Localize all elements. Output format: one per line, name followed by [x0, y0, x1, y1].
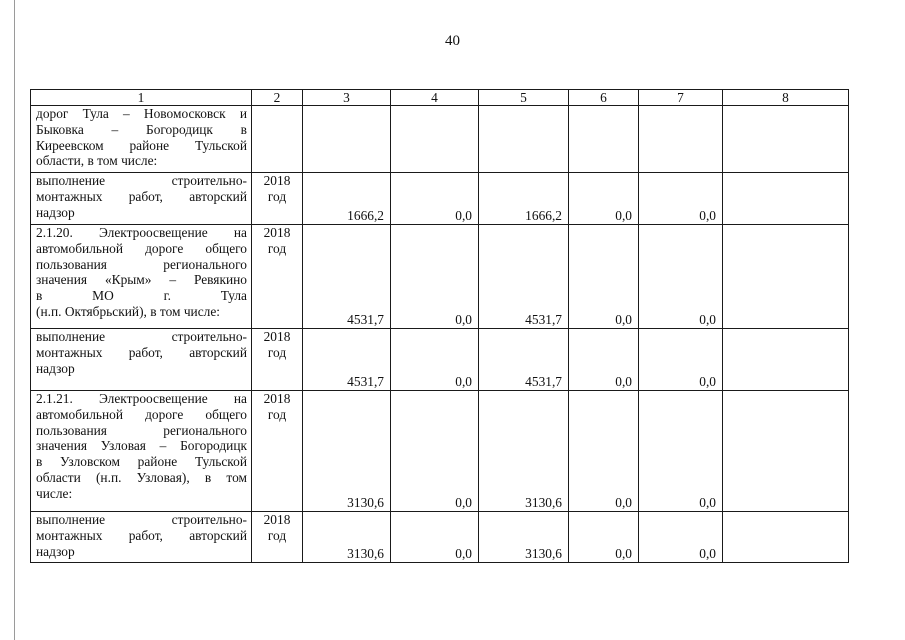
cell-c3: 4531,7 [303, 329, 391, 391]
cell-c3: 3130,6 [303, 391, 391, 512]
description-line: дорог Тула – Новомосковск и [36, 106, 247, 121]
row-description [31, 225, 252, 329]
row-description [31, 329, 252, 391]
description-line: монтажных работ, авторский [36, 344, 247, 360]
cell-c8 [723, 329, 849, 391]
cell-c4 [391, 106, 479, 173]
cell-c7: 0,0 [639, 391, 723, 512]
cell-c4: 0,0 [391, 391, 479, 512]
cell-c8 [723, 391, 849, 512]
row-year: 2018 год [252, 391, 303, 512]
cell-c5: 4531,7 [479, 329, 569, 391]
row-year: 2018 год [252, 512, 303, 563]
cell-c6: 0,0 [569, 173, 639, 225]
row-year: 2018 год [252, 225, 303, 329]
cell-c8 [723, 173, 849, 225]
description-line: числе: [36, 485, 73, 501]
description-line: автомобильной дороге общего [36, 240, 247, 256]
cell-c7: 0,0 [639, 329, 723, 391]
row-description [31, 391, 252, 512]
cell-c4: 0,0 [391, 512, 479, 563]
description-line: в МО г. Тула [36, 288, 247, 304]
row-description [31, 512, 252, 563]
cell-c7: 0,0 [639, 225, 723, 329]
cell-c3: 4531,7 [303, 225, 391, 329]
column-header: 4 [391, 90, 479, 106]
table-row [31, 173, 849, 225]
table-row [31, 106, 849, 173]
cell-c3: 3130,6 [303, 512, 391, 563]
cell-c8 [723, 225, 849, 329]
table-row [31, 329, 849, 391]
column-header: 7 [639, 90, 723, 106]
column-header: 2 [252, 90, 303, 106]
row-year: 2018 год [252, 329, 303, 391]
column-header: 6 [569, 90, 639, 106]
table-row [31, 512, 849, 563]
description-line: надзор [36, 543, 75, 559]
cell-c5: 3130,6 [479, 391, 569, 512]
page-number: 40 [445, 33, 460, 49]
description-line: пользования регионального [36, 256, 247, 272]
cell-c4: 0,0 [391, 329, 479, 391]
cell-c8 [723, 512, 849, 563]
row-year: 2018 год [252, 173, 303, 225]
column-header: 8 [723, 90, 849, 106]
column-header: 1 [31, 90, 252, 106]
description-line: надзор [36, 204, 75, 220]
description-line: выполнение строительно- [36, 173, 247, 188]
row-year [252, 106, 303, 173]
cell-c5 [479, 106, 569, 173]
cell-c6: 0,0 [569, 225, 639, 329]
cell-c6: 0,0 [569, 512, 639, 563]
cell-c8 [723, 106, 849, 173]
description-line: надзор [36, 360, 75, 376]
cell-c3: 1666,2 [303, 173, 391, 225]
table-row [31, 225, 849, 329]
cell-c4: 0,0 [391, 225, 479, 329]
description-line: 2.1.21. Электроосвещение на [36, 391, 247, 406]
description-line: области, в том числе: [36, 153, 158, 169]
description-line: пользования регионального [36, 422, 247, 438]
description-line: Киреевском районе Тульской [36, 137, 247, 153]
description-line: выполнение строительно- [36, 329, 247, 344]
cell-c6: 0,0 [569, 329, 639, 391]
cell-c5: 3130,6 [479, 512, 569, 563]
cell-c5: 1666,2 [479, 173, 569, 225]
description-line: области (н.п. Узловая), в том [36, 469, 247, 485]
column-number-row [31, 90, 849, 106]
cell-c7: 0,0 [639, 173, 723, 225]
cell-c3 [303, 106, 391, 173]
table-row [31, 391, 849, 512]
cell-c5: 4531,7 [479, 225, 569, 329]
row-description [31, 173, 252, 225]
row-description [31, 106, 252, 173]
description-line: Быковка – Богородицк в [36, 121, 247, 137]
description-line: значения Узловая – Богородицк [36, 438, 247, 454]
cell-c7 [639, 106, 723, 173]
column-header: 3 [303, 90, 391, 106]
cell-c6 [569, 106, 639, 173]
description-line: значения «Крым» – Ревякино [36, 272, 247, 288]
cell-c4: 0,0 [391, 173, 479, 225]
scan-margin-line [14, 0, 15, 640]
description-line: в Узловском районе Тульской [36, 454, 247, 470]
cell-c7: 0,0 [639, 512, 723, 563]
budget-table [30, 89, 849, 563]
description-line: 2.1.20. Электроосвещение на [36, 225, 247, 240]
description-line: монтажных работ, авторский [36, 188, 247, 204]
description-line: (н.п. Октябрьский), в том числе: [36, 303, 221, 319]
description-line: автомобильной дороге общего [36, 406, 247, 422]
description-line: выполнение строительно- [36, 512, 247, 527]
cell-c6: 0,0 [569, 391, 639, 512]
column-header: 5 [479, 90, 569, 106]
description-line: монтажных работ, авторский [36, 527, 247, 543]
